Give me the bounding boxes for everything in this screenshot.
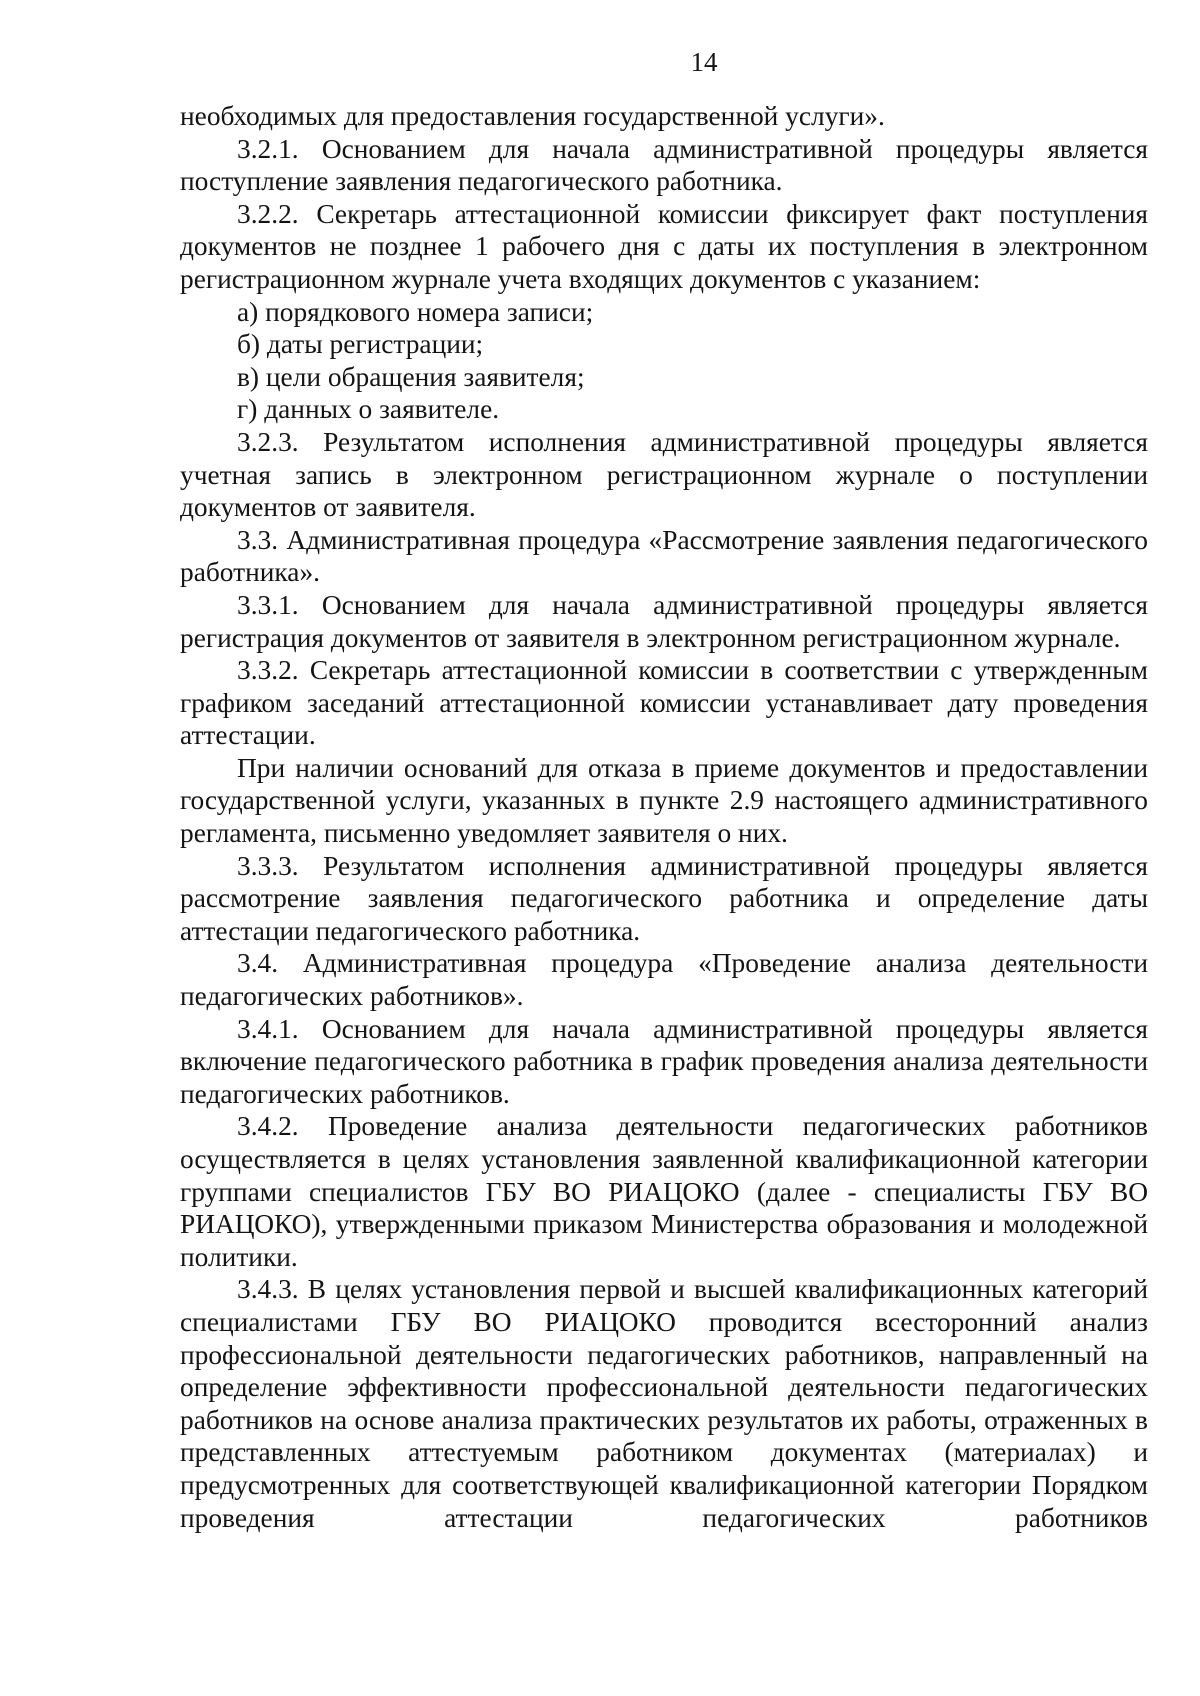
paragraph-3-2-2: 3.2.2. Секретарь аттестационной комиссии фиксирует факт поступления документов не позднее 1 рабочего дня с даты их поступления в электронном регистрационном журнале учета входящих документов с указанием: bbox=[180, 198, 1148, 294]
paragraph-3-3-2: 3.3.2. Секретарь аттестационной комиссии в соответствии с утвержденным графиком заседаний аттестационной комиссии устанавливает дату проведения аттестации. bbox=[180, 655, 1148, 751]
paragraph-3-4: 3.4. Административная процедура «Проведение анализа деятельности педагогических работников». bbox=[180, 948, 1148, 1012]
paragraph-3-3: 3.3. Административная процедура «Рассмотрение заявления педагогического работника». bbox=[180, 524, 1148, 588]
paragraph-refusal-notice: При наличии оснований для отказа в приеме документов и предоставлении государственной услуги, указанных в пункте 2.9 настоящего административного регламента, письменно уведомляет заявителя о них. bbox=[180, 752, 1148, 849]
paragraph-3-4-1: 3.4.1. Основанием для начала административной процедуры является включение педагогического работника в график проведения анализа деятельности педагогических работников. bbox=[180, 1013, 1148, 1109]
list-item-b: б) даты регистрации; bbox=[237, 329, 484, 360]
document-page bbox=[180, 48, 1148, 1534]
paragraph-3-4-2: 3.4.2. Проведение анализа деятельности педагогических работников осуществляется в целях установления заявленной квалификационной категории группами специалистов ГБУ ВО РИАЦОКО (далее - специалисты ГБУ ВО РИАЦОКО), утвержденными приказом Министерства образования и молодежной политики. bbox=[180, 1111, 1148, 1272]
paragraph-3-3-1: 3.3.1. Основанием для начала административной процедуры является регистрация документов от заявителя в электронном регистрационном журнале. bbox=[180, 589, 1148, 653]
paragraph-continuation: необходимых для предоставления государственной услуги». bbox=[180, 101, 885, 131]
page-number: 14 bbox=[690, 47, 718, 77]
list-item-g: г) данных о заявителе. bbox=[237, 394, 500, 425]
paragraph-3-3-3: 3.3.3. Результатом исполнения административной процедуры является рассмотрение заявления педагогического работника и определение даты аттестации педагогического работника. bbox=[180, 850, 1148, 946]
list-item-a: а) порядкового номера записи; bbox=[237, 296, 594, 327]
paragraph-3-4-3: 3.4.3. В целях установления первой и высшей квалификационных категорий специалистами ГБУ ВО РИАЦОКО проводится всесторонний анализ профессиональной деятельности педагогических работников, направленный на определение эффективности профессиональной деятельности педагогических работников на основе анализа практических результатов их работы, отраженных в представленных аттестуемым работником документах (материалах) и предусмотренных для соответствующей квалификационной категории Порядком проведения аттестации педагогических работников bbox=[180, 1274, 1148, 1533]
paragraph-3-2-3: 3.2.3. Результатом исполнения административной процедуры является учетная запись в электронном регистрационном журнале о поступлении документов от заявителя. bbox=[180, 426, 1148, 523]
paragraph-3-2-1: 3.2.1. Основанием для начала административной процедуры является поступление заявления педагогического работника. bbox=[180, 133, 1148, 197]
list-item-v: в) цели обращения заявителя; bbox=[237, 361, 585, 392]
